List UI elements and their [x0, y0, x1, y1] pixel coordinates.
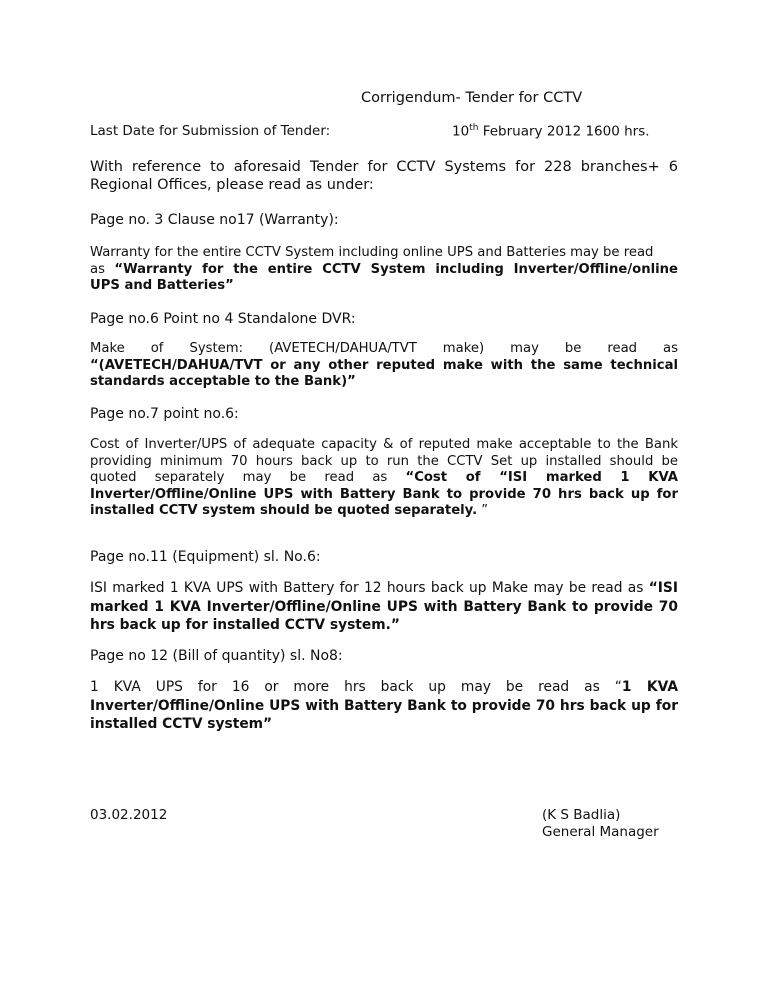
- bold-run: installed CCTV system should be quoted separately.: [90, 503, 478, 518]
- text-run: quoted separately may be read as: [90, 470, 406, 485]
- bold-run: installed CCTV system”: [90, 716, 273, 732]
- text-line: [90, 374, 678, 391]
- section-equipment-heading: [90, 549, 678, 565]
- signature-block: [542, 807, 659, 840]
- text-line: Warranty for the entire CCTV System including online UPS and Batteries may be read: [90, 245, 654, 260]
- text-line: [90, 487, 678, 504]
- bold-run: “Cost of “ISI marked 1 KVA: [405, 470, 678, 485]
- bold-run: Page no.11 (Equipment) sl. No.6: [90, 549, 316, 565]
- bold-run: “Warranty for the entire CCTV System including Inverter/Offline/online: [114, 261, 678, 277]
- bold-run: 1 KVA: [621, 679, 678, 695]
- section-warranty-heading: Page no. 3 Clause no17 (Warranty):: [90, 212, 339, 228]
- text-line: [90, 470, 678, 487]
- text-line: [90, 678, 678, 697]
- bold-run: “ISI: [648, 580, 678, 596]
- text-line: [90, 503, 678, 520]
- last-date-label: Last Date for Submission of Tender:: [90, 123, 331, 139]
- text-run: ”: [477, 503, 489, 518]
- bold-run: “(AVETECH/DAHUA/TVT or any other reputed make with the same technical: [90, 357, 678, 373]
- section-dvr-heading: Page no.6 Point no 4 Standalone DVR:: [90, 311, 356, 327]
- last-date-value: [452, 123, 650, 140]
- bold-run: Inverter/Offline/Online UPS with Battery Bank to provide 70 hrs back up for: [90, 486, 678, 502]
- section-boq-heading: Page no 12 (Bill of quantity) sl. No8:: [90, 648, 343, 664]
- section-ups-cost-heading: Page no.7 point no.6:: [90, 406, 239, 422]
- corrigendum-document: [90, 0, 678, 994]
- text-line: [90, 278, 678, 295]
- last-date-rest: February 2012 1600 hrs.: [478, 123, 650, 140]
- bold-run: UPS and Batteries”: [90, 278, 234, 293]
- text-line: [90, 715, 678, 734]
- text-line: [90, 598, 678, 617]
- text-line: Make of System: (AVETECH/DAHUA/TVT make) may be read as: [90, 341, 678, 356]
- text-line: [90, 579, 678, 598]
- section-equipment-text: [90, 579, 678, 635]
- signatory-designation: General Manager: [542, 823, 659, 840]
- text-line: [90, 358, 678, 375]
- bold-run: marked 1 KVA Inverter/Offline/Online UPS with Battery Bank to provide 70: [90, 598, 678, 615]
- last-date-day: 10: [452, 123, 470, 140]
- text-run: :: [315, 549, 321, 565]
- section-dvr-text: [90, 341, 678, 391]
- text-line: Cost of Inverter/UPS of adequate capacity & of reputed make acceptable to the Bank: [90, 437, 678, 452]
- intro-paragraph: With reference to aforesaid Tender for CCTV Systems for 228 branches+ 6 Regional Offices, please read as under:: [90, 159, 678, 193]
- signatory-name: (K S Badlia): [542, 807, 621, 823]
- text-line: [90, 697, 678, 716]
- document-title: Corrigendum- Tender for CCTV: [361, 90, 583, 106]
- section-warranty-text: [90, 245, 678, 295]
- text-line: providing minimum 70 hours back up to run the CCTV Set up installed should be: [90, 453, 678, 469]
- text-run: 1 KVA UPS for 16 or more hrs back up may be read as “: [90, 679, 622, 695]
- bold-run: hrs back up for installed CCTV system.”: [90, 617, 400, 633]
- last-date-day-suffix: th: [469, 123, 479, 133]
- bold-run: Inverter/Offline/Online UPS with Battery Bank to provide 70 hrs back up for: [90, 697, 678, 714]
- issue-date: 03.02.2012: [90, 807, 168, 823]
- text-line: [90, 616, 678, 635]
- text-line: [90, 262, 678, 279]
- text-run: ISI marked 1 KVA UPS with Battery for 12 hours back up Make may be read as: [90, 580, 649, 596]
- section-boq-text: [90, 678, 678, 734]
- section-ups-cost-text: [90, 437, 678, 520]
- text-run: as: [90, 261, 115, 277]
- bold-run: standards acceptable to the Bank)”: [90, 374, 356, 389]
